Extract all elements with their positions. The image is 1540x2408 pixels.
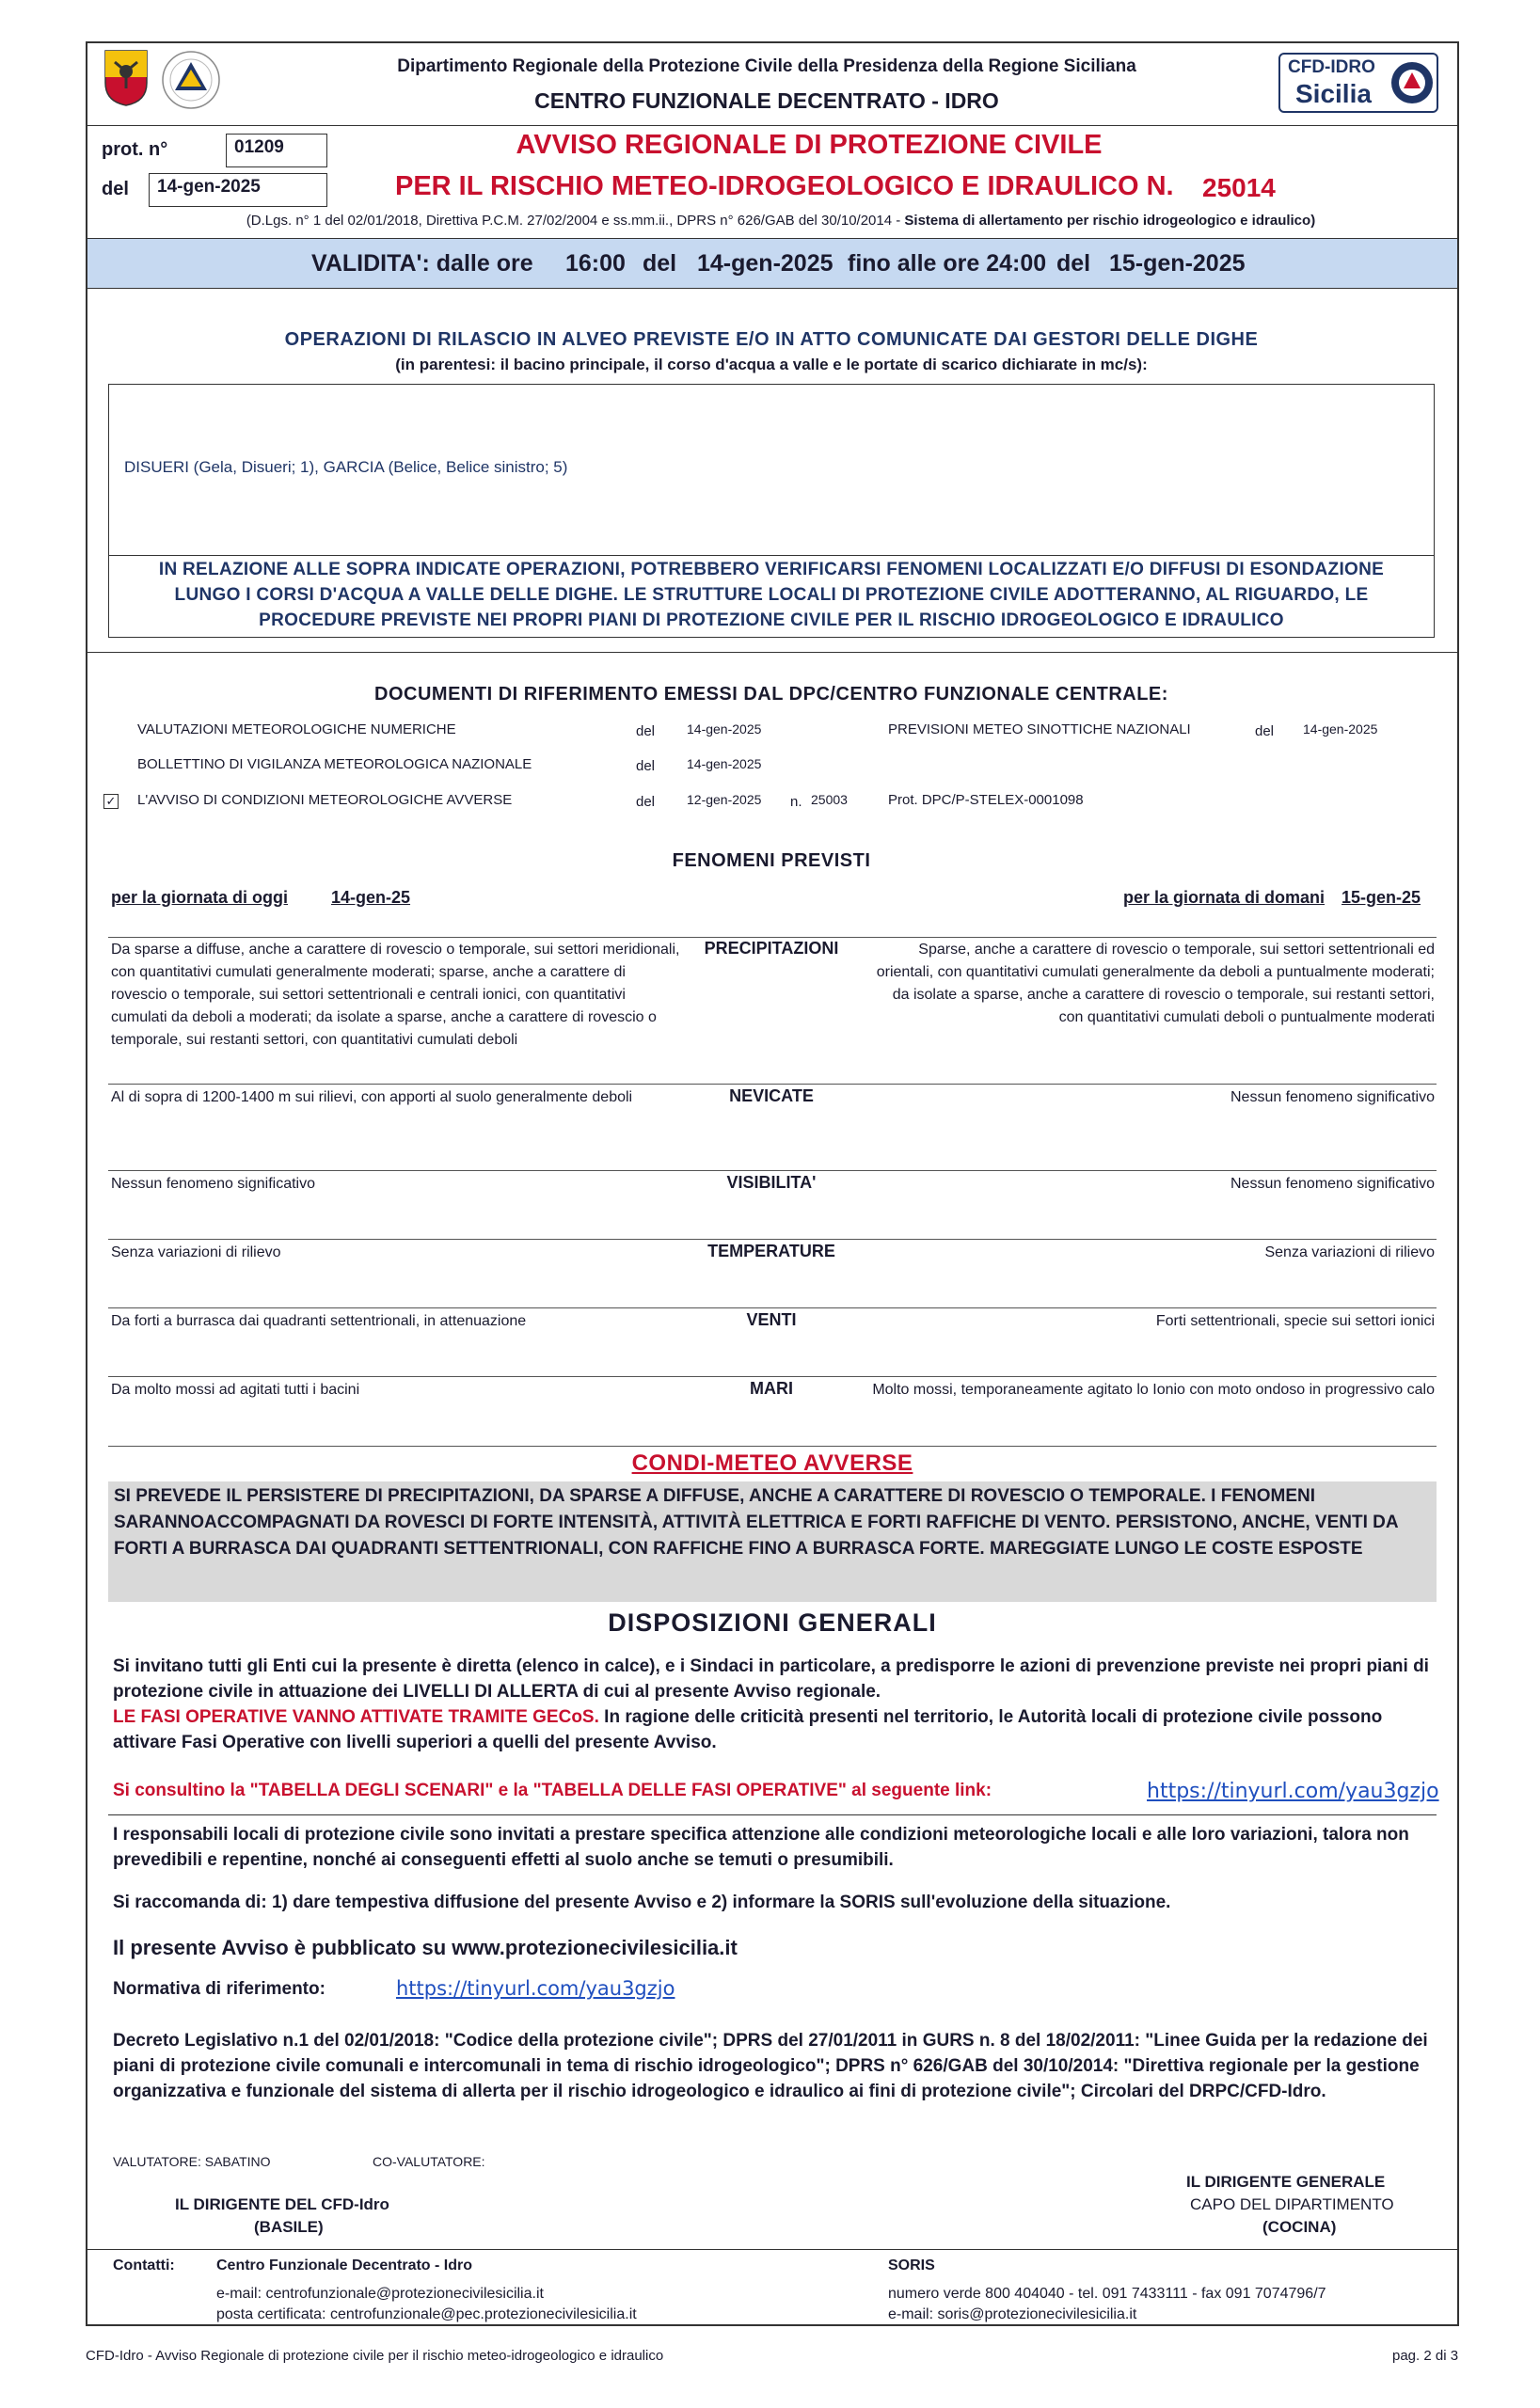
fenomeni-title: FENOMENI PREVISTI	[672, 850, 871, 871]
avviso-number: 25014	[1202, 173, 1276, 202]
dirigente-generale-name: (COCINA)	[1262, 2218, 1337, 2236]
valutatore: VALUTATORE: SABATINO	[113, 2154, 271, 2169]
doc-label-1: VALUTAZIONI METEOROLOGICHE NUMERICHE	[137, 721, 456, 737]
scenari-link[interactable]: https://tinyurl.com/yau3gzjo	[1147, 1780, 1439, 1803]
protezione-civile-logo	[160, 49, 222, 111]
dams-content: DISUERI (Gela, Disueri; 1), GARCIA (Belice, Belice sinistro; 5)	[124, 458, 568, 476]
validity-banner	[87, 238, 1457, 289]
cfd-idro-logo: CFD-IDRO Sicilia	[1278, 53, 1438, 113]
del-date-field: 14-gen-2025	[149, 173, 327, 207]
doc-right-label: PREVISIONI METEO SINOTTICHE NAZIONALI	[888, 721, 1191, 737]
doc-del-2: del	[636, 758, 656, 774]
legal-references: (D.Lgs. n° 1 del 02/01/2018, Direttiva P.C.M. 27/02/2004 e ss.mm.ii., DPRS n° 626/GAB del 30/10/2014 - Sistema di allertamento per rischio idrogeologico e idraulico)	[246, 213, 1316, 229]
doc-label-2: BOLLETTINO DI VIGILANZA METEOROLOGICA NAZIONALE	[137, 756, 532, 772]
doc-n-label-3: n.	[790, 794, 802, 810]
doc-del-3: del	[636, 794, 656, 810]
validity-label: VALIDITA': dalle ore	[311, 250, 533, 277]
domani-date: 15-gen-25	[1342, 888, 1421, 907]
validity-from-time: 16:00	[565, 250, 626, 277]
mari-tomorrow: Molto mossi, temporaneamente agitato lo Ionio con moto ondoso in progressivo calo	[872, 1382, 1435, 1398]
dirigente-cfd-name: (BASILE)	[254, 2218, 324, 2236]
cfd-contact-pec: posta certificata: centrofunzionale@pec.protezionecivilesicilia.it	[216, 2306, 637, 2322]
dirigente-cfd-title: IL DIRIGENTE DEL CFD-Idro	[175, 2195, 389, 2213]
precip-tomorrow: Sparse, anche a carattere di rovescio o temporale, sui settori settentrionali ed orientali, con quantitativi cumulati generalmente da deboli a puntualmente moderati; da isolate a sparse, anche a carattere di rovescio o temporale, sui restanti settori, con quantitativi cumulati deboli o puntualmente moderati	[876, 942, 1435, 1025]
soris-contact-email: e-mail: soris@protezionecivilesicilia.it	[888, 2306, 1137, 2322]
disposizioni-p3: Si consultino la "TABELLA DEGLI SCENARI" e la "TABELLA DELLE FASI OPERATIVE" al seguente link:	[113, 1781, 992, 1800]
soris-contact-name: SORIS	[888, 2258, 935, 2273]
precip-label: PRECIPITAZIONI	[704, 939, 839, 958]
mari-today: Da molto mossi ad agitati tutti i bacini	[111, 1382, 360, 1398]
validity-until: fino alle ore 24:00	[848, 250, 1047, 277]
contacts-label: Contatti:	[113, 2258, 175, 2273]
domani-label: per la giornata di domani	[1123, 888, 1326, 907]
footer-text: CFD-Idro - Avviso Regionale di protezione civile per il rischio meteo-idrogeologico e idraulico	[86, 2348, 664, 2364]
doc-date-1: 14-gen-2025	[687, 721, 762, 737]
dams-subtitle: (in parentesi: il bacino principale, il corso d'acqua a valle e le portate di scarico dichiarate in mc/s):	[395, 356, 1148, 373]
condi-meteo-title: CONDI-METEO AVVERSE	[631, 1450, 913, 1476]
capo-dipartimento: CAPO DEL DIPARTIMENTO	[1190, 2195, 1394, 2213]
fasi-operative-warning: LE FASI OPERATIVE VANNO ATTIVATE TRAMITE GECoS.	[113, 1707, 599, 1727]
avviso-title-line1: AVVISO REGIONALE DI PROTEZIONE CIVILE	[516, 130, 1103, 160]
doc-right-del: del	[1255, 723, 1275, 739]
centro-funzionale-name: CENTRO FUNZIONALE DECENTRATO - IDRO	[534, 88, 999, 113]
visibilita-tomorrow: Nessun fenomeno significativo	[1230, 1176, 1435, 1192]
doc-del-1: del	[636, 723, 656, 739]
oggi-date: 14-gen-25	[331, 888, 411, 907]
disposizioni-p4: I responsabili locali di protezione civile sono invitati a prestare specifica attenzione alle condizioni meteorologiche locali e alle loro variazioni, talora non prevedibili e repentine, nonché ai conseguenti effetti al suolo anche se temuti o presumibili.	[113, 1825, 1409, 1870]
check-icon: ✓	[103, 794, 119, 809]
doc-n-value-3: 25003	[811, 792, 848, 807]
normativa-label: Normativa di riferimento:	[113, 1979, 325, 1999]
documents-title: DOCUMENTI DI RIFERIMENTO EMESSI DAL DPC/CENTRO FUNZIONALE CENTRALE:	[374, 684, 1168, 705]
disposizioni-p2: LE FASI OPERATIVE VANNO ATTIVATE TRAMITE GECoS. In ragione delle criticità presenti nel territorio, le Autorità locali di protezione civile possono attivare Fasi Operative con livelli superiori a quelli del presente Avviso.	[113, 1707, 1383, 1752]
venti-today: Da forti a burrasca dai quadranti settentrionali, in attenuazione	[111, 1313, 527, 1329]
nevicate-today: Al di sopra di 1200-1400 m sui rilievi, con apporti al suolo generalmente deboli	[111, 1089, 633, 1105]
validity-from-date: 14-gen-2025	[697, 250, 834, 277]
doc-date-3: 12-gen-2025	[687, 792, 762, 807]
dams-title: OPERAZIONI DI RILASCIO IN ALVEO PREVISTE E/O IN ATTO COMUNICATE DAI GESTORI DELLE DIGHE	[284, 329, 1259, 350]
dirigente-generale-title: IL DIRIGENTE GENERALE	[1186, 2173, 1386, 2191]
prot-label: prot. n°	[102, 139, 168, 160]
visibilita-today: Nessun fenomeno significativo	[111, 1176, 316, 1192]
doc-label-3: L'AVVISO DI CONDIZIONI METEOROLOGICHE AVVERSE	[137, 792, 513, 808]
validity-del-1: del	[643, 250, 677, 277]
doc-date-2: 14-gen-2025	[687, 756, 762, 771]
venti-label: VENTI	[746, 1310, 797, 1329]
disposizioni-p6: Il presente Avviso è pubblicato su www.protezionecivilesicilia.it	[113, 1936, 738, 1959]
doc-prot-3: Prot. DPC/P-STELEX-0001098	[888, 792, 1084, 808]
temperature-today: Senza variazioni di rilievo	[111, 1244, 281, 1260]
venti-tomorrow: Forti settentrionali, specie sui settori ionici	[1155, 1313, 1435, 1329]
visibilita-label: VISIBILITA'	[726, 1173, 817, 1192]
mari-label: MARI	[750, 1379, 793, 1398]
prot-number-field: 01209	[226, 134, 327, 167]
nevicate-tomorrow: Nessun fenomeno significativo	[1230, 1089, 1435, 1105]
sicily-region-logo	[103, 49, 149, 107]
cfd-emblem-icon	[1389, 60, 1435, 105]
temperature-label: TEMPERATURE	[707, 1242, 835, 1260]
soris-contact-phone: numero verde 800 404040 - tel. 091 7433111 - fax 091 7074796/7	[888, 2286, 1326, 2302]
cfd-contact-name: Centro Funzionale Decentrato - Idro	[216, 2258, 473, 2273]
dams-warning: IN RELAZIONE ALLE SOPRA INDICATE OPERAZIONI, POTREBBERO VERIFICARSI FENOMENI LOCALIZZATI E/O DIFFUSI DI ESONDAZIONE LUNGO I CORSI D'ACQUA A VALLE DELLE DIGHE. LE STRUTTURE LOCALI DI PROTEZIONE CIVILE ADOTTERANNO, AL RIGUARDO, LE PROCEDURE PREVISTE NEI PROPRI PIANI DI PROTEZIONE CIVILE PER IL RISCHIO IDROGEOLOGICO E IDRAULICO	[158, 560, 1385, 630]
validity-to-date: 15-gen-2025	[1109, 250, 1246, 277]
disposizioni-title: DISPOSIZIONI GENERALI	[608, 1608, 937, 1637]
condi-meteo-text: SI PREVEDE IL PERSISTERE DI PRECIPITAZIONI, DA SPARSE A DIFFUSE, ANCHE A CARATTERE DI ROVESCIO O TEMPORALE. I FENOMENI SARANNOACCOMPAGNATI DA ROVESCI DI FORTE INTENSITÀ, ATTIVITÀ ELETTRICA E FORTI RAFFICHE DI VENTO. PERSISTONO, ANCHE, VENTI DA FORTI A BURRASCA DAI QUADRANTI SETTENTRIONALI, CON RAFFICHE FINO A BURRASCA FORTE. MAREGGIATE LUNGO LE COSTE ESPOSTE	[108, 1481, 1437, 1602]
normativa-link[interactable]: https://tinyurl.com/yau3gzjo	[396, 1977, 675, 2000]
nevicate-label: NEVICATE	[729, 1086, 814, 1105]
doc-checkbox[interactable]	[103, 793, 119, 809]
temperature-tomorrow: Senza variazioni di rilievo	[1264, 1244, 1435, 1260]
disposizioni-p7: Decreto Legislativo n.1 del 02/01/2018: "Codice della protezione civile"; DPRS del 27/01/2011 in GURS n. 8 del 18/02/2011: "Linee Guida per la redazione dei piani di protezione civile comunali e intercomunali in tema di rischio idrogeologico"; DPRS n° 626/GAB del 30/10/2014: "Direttiva regionale per la gestione organizzativa e funzionale del sistema di allerta per il rischio idrogeologico e idraulico ai fini di protezione civile"; Circolari del DRPC/CFD-Idro.	[113, 2031, 1428, 2101]
co-valutatore: CO-VALUTATORE:	[373, 2154, 485, 2169]
validity-del-2: del	[1056, 250, 1091, 277]
oggi-label: per la giornata di oggi	[111, 888, 289, 907]
disposizioni-p1: Si invitano tutti gli Enti cui la presente è diretta (elenco in calce), e i Sindaci in particolare, a predisporre le azioni di prevenzione previste nei propri piani di protezione civile in attuazione dei LIVELLI DI ALLERTA di cui al presente Avviso regionale.	[113, 1656, 1429, 1702]
avviso-title-line2: PER IL RISCHIO METEO-IDROGEOLOGICO E IDRAULICO N.	[395, 171, 1174, 201]
precip-today: Da sparse a diffuse, anche a carattere di rovescio o temporale, sui settori meridionali, con quantitativi cumulati generalmente moderati; sparse, anche a carattere di rovescio o temporale, sui settori settentrionali e centrali ionici, con quantitativi cumulati da deboli a moderati; da isolate a sparse, anche a carattere di rovescio o temporale, sui restanti settori, con quantitativi cumulati deboli	[111, 942, 680, 1048]
doc-right-date: 14-gen-2025	[1303, 721, 1378, 737]
department-name: Dipartimento Regionale della Protezione Civile della Presidenza della Regione Siciliana	[397, 56, 1136, 76]
del-label: del	[102, 179, 129, 199]
footer-page: pag. 2 di 3	[1392, 2348, 1459, 2364]
disposizioni-p5: Si raccomanda di: 1) dare tempestiva diffusione del presente Avviso e 2) informare la SORIS sull'evoluzione della situazione.	[113, 1893, 1171, 1912]
cfd-contact-email: e-mail: centrofunzionale@protezionecivilesicilia.it	[216, 2286, 544, 2302]
